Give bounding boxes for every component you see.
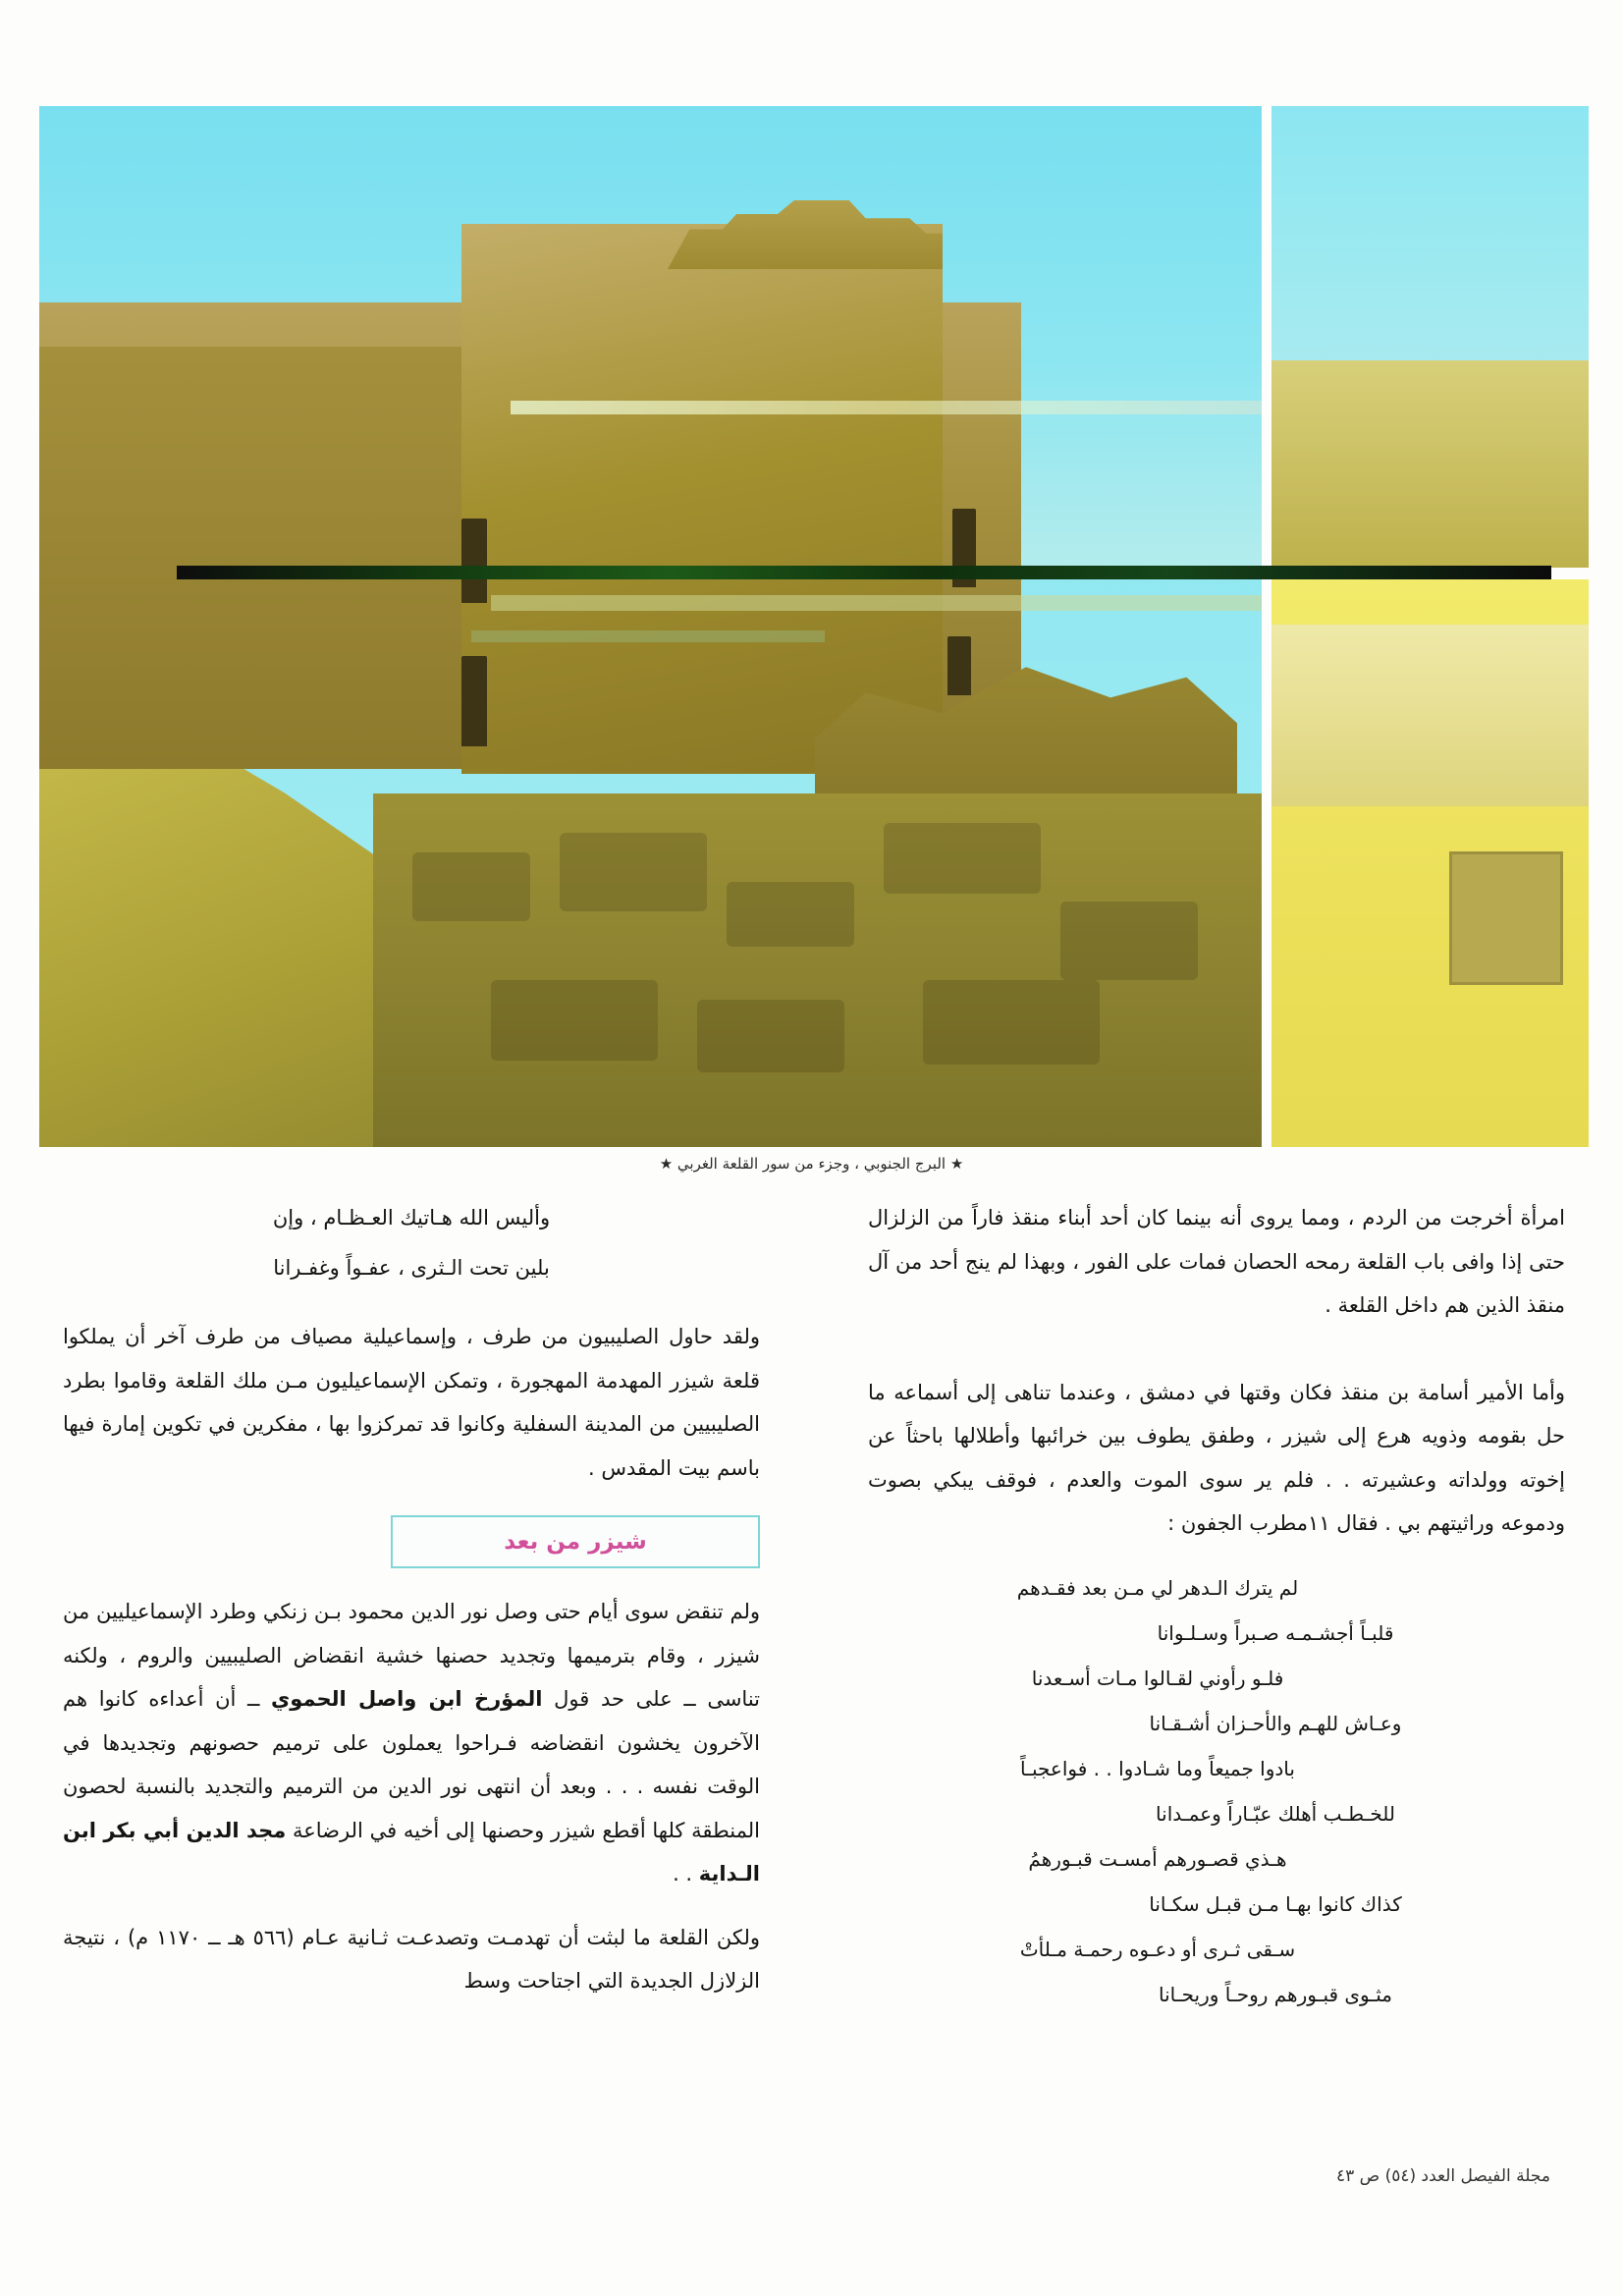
tower-window (461, 656, 487, 746)
column-right (868, 1196, 1565, 2017)
doorway-region (1449, 851, 1563, 985)
rock (560, 833, 707, 911)
poem-hemistich-b: وعـاش للهـم والأحـزان أشـقـانا (1149, 1711, 1402, 1735)
wall-ground-region (1271, 360, 1589, 569)
castle-left-wall (39, 347, 461, 769)
tower-window (947, 636, 971, 695)
column-left (63, 1196, 760, 2023)
castle-doorway-photo (1271, 579, 1589, 1147)
scan-artifact-band (471, 630, 825, 642)
verse-line: وأليس الله هـاتيك العـظـام ، وإن (272, 1206, 551, 1230)
historian-name: المؤرخ ابن واصل الحموي (271, 1687, 543, 1712)
page-footer: مجلة الفيصل العدد (٥٤) ص ٤٣ (1335, 2166, 1550, 2186)
wall-region (1271, 625, 1589, 806)
verse-line: بلين تحت الـثرى ، عفـواً وغفـرانا (273, 1255, 550, 1280)
poem-hemistich-b: كذاك كانوا بهـا مـن قبـل سكـانا (1149, 1891, 1402, 1916)
paragraph: وأما الأمير أسامة بن منقذ فكان وقتها في دمشق ، وعندما تناهى إلى أسماعه ما حل بقومه وذويه هرع إلى شيزر ، وطفق يطوف بين خرائبها وأطلالها باحثاً عن إخوته وولداته وعشيرته . . فلم ير سوى الموت والعدم ، فوقف يبكي بصوت ودموعه وراثيتهم بي . فقال ١١مطرب الجفون : (868, 1380, 1565, 1536)
poem-hemistich-b: للخـطـب أهلك عبّـاراً وعمـدانا (1156, 1801, 1395, 1826)
paragraph: امرأة أخرجت من الردم ، ومما يروى أنه بينما كان أحد أبناء منقذ فاراً من الزلزال حتى إذا وافى باب القلعة رمحه الحصان فمات على الفور ، وبهذا لم ينج أحد من آل منقذ الذين هم داخل القلعة . (868, 1206, 1565, 1318)
paragraph-text: . . (673, 1862, 699, 1886)
poem-hemistich-b: قلبـاً أجشـمـه صـبراً وسـلـوانا (1157, 1620, 1394, 1645)
scan-artifact-band (511, 401, 1262, 414)
photo-caption: ★ البرج الجنوبي ، وجزء من سور القلعة الغربي ★ (659, 1155, 964, 1173)
rock (1060, 902, 1198, 980)
poem-line (868, 1656, 1565, 1746)
poem-hemistich-a: لم يترك الـدهر لي مـن بعد فقـدهم (1016, 1575, 1299, 1600)
rock (923, 980, 1100, 1065)
south-tower (461, 224, 943, 774)
section-heading-label: شيزر من بعد (504, 1528, 647, 1555)
poem-line (868, 1746, 1565, 1836)
rock (697, 1000, 844, 1072)
lower-wall-region (373, 793, 1262, 1147)
person-name: مجد الدين أبي بكر ابن الـداية (63, 1818, 760, 1886)
rock (491, 980, 658, 1061)
scan-artifact-band (491, 595, 1262, 611)
scan-noise-band (177, 566, 1551, 579)
poem-line (868, 1927, 1565, 2017)
poem-hemistich-a: سـقى ثـرى أو دعـوه رحمـة مـلأتْ (1019, 1937, 1296, 1961)
poem-hemistich-a: هـذي قصـورهم أمسـت قبـورهمُ (1028, 1846, 1287, 1871)
rock (727, 882, 854, 947)
poem-hemistich-a: فلـو رأوني لقـالوا مـات أسـعدنا (1031, 1666, 1284, 1690)
tower-window (461, 519, 487, 603)
paragraph-text: ــ أن أعداءه كانوا هم الآخرون يخشون انقضاضه فـراحوا يعملون على ترميم حصونهم وتجديدها في الوقت نفسه . . . وبعد أن انتهى نور الدين من الترميم والتجديد بالنسبة لحصون المنطقة كلها أقطع شيزر وحصنها إلى أخيه في الرضاعة (63, 1687, 760, 1842)
poem-line (868, 1565, 1565, 1656)
text-columns (63, 1196, 1565, 2109)
poem (868, 1565, 1565, 2017)
paragraph-text: ولم تنقض سوى أيام حتى وصل نور الدين محمود بـن زنكي وطرد الإسماعيليين من شيزر ، وقام بترميمها وتجديد حصنها خشية انقضاض الصليبيين والروم ، ولكنه تناسى ــ على حد قول (63, 1600, 761, 1712)
paragraph: ولقد حاول الصليبيون من طرف ، وإسماعيلية مصياف من طرف آخر أن يملكوا قلعة شيزر المهدمة المهجورة ، وتمكن الإسماعيليون مـن ملك القلعة وقاموا بطرد الصليبيين من المدينة السفلية وكانوا قد تمركزوا بها ، مفكرين في تكوين إمارة فيها باسم بيت المقدس . (63, 1325, 760, 1480)
section-heading-box (391, 1515, 760, 1568)
poem-hemistich-b: مثـوى قبـورهم روحـاً وريحـانا (1158, 1982, 1392, 2006)
poem-hemistich-a: بادوا جميعاً وما شـادوا . . فواعجبـاً (1020, 1756, 1295, 1780)
paragraph: ولكن القلعة ما لبثت أن تهدمـت وتصدعـت ثـانية عـام (٥٦٦ هـ ــ ١١٧٠ م) ، نتيجة الزلازل الجديدة التي اجتاحت وسط (63, 1925, 760, 1994)
poem-line (868, 1836, 1565, 1927)
rock (412, 852, 530, 921)
photo-block (39, 106, 1589, 1147)
castle-wall-photo (1271, 106, 1589, 568)
castle-ruins-main-photo (39, 106, 1262, 1147)
paragraph (63, 1590, 760, 1896)
rock (884, 823, 1041, 894)
